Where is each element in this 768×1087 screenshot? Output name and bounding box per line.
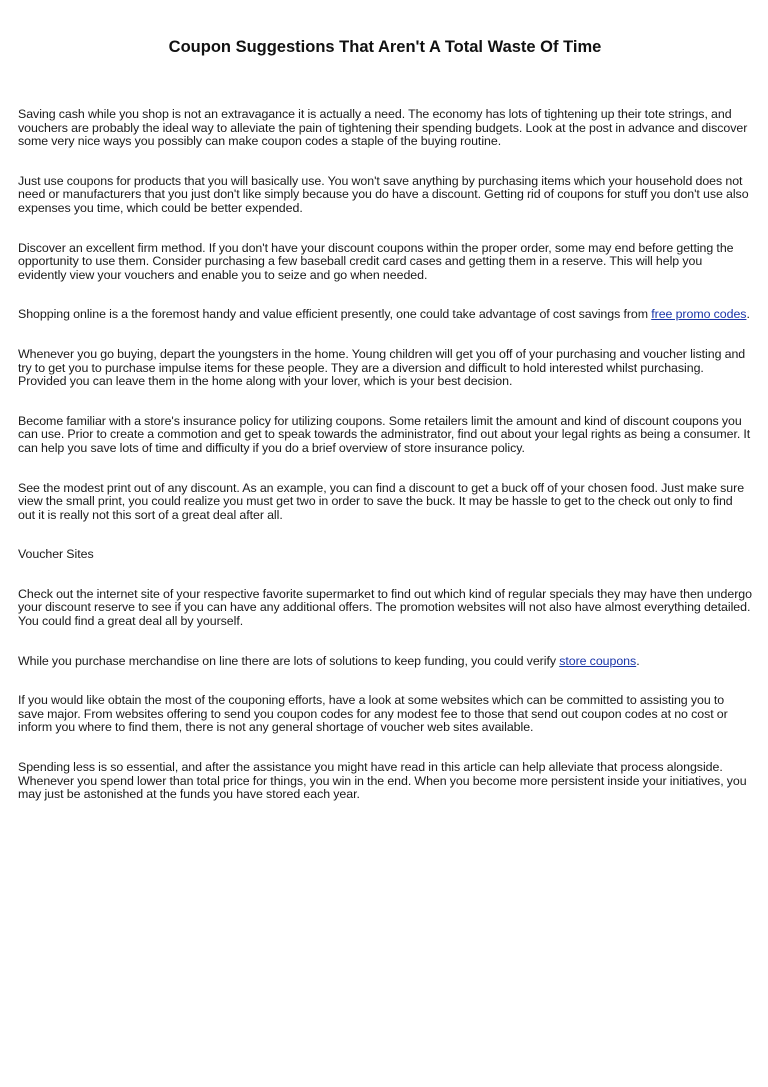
paragraph-1: Saving cash while you shop is not an extravagance it is actually a need. The economy has lots of tightening up their tote strings, and vouchers are probably the ideal way to alleviate the pain of tightening their spending budgets. Look at the post in advance and discover some very nice ways you possibly can make coupon codes a staple of the buying routine.	[18, 107, 748, 149]
paragraph-4-text: Shopping online is a the foremost handy and value efficient presently, one could take advantage of cost savings from	[18, 307, 652, 322]
section-heading-voucher-sites: Voucher Sites	[18, 547, 94, 562]
paragraph-4-end: .	[746, 307, 750, 322]
free-promo-codes-link[interactable]: free promo codes	[651, 307, 747, 322]
paragraph-11: If you would like obtain the most of the couponing efforts, have a look at some websites which can be committed to assisting you to save major. From websites offering to send you coupon codes for any modest fee to those that send out coupon codes at no cost or inform you where to find them, there is not any general shortage of voucher web sites available.	[18, 693, 728, 735]
page-title: Coupon Suggestions That Aren't A Total Waste Of Time	[168, 38, 602, 56]
paragraph-3: Discover an excellent firm method. If you don't have your discount coupons within the proper order, some may end before getting the opportunity to use them. Consider purchasing a few baseball credit card cases and getting them in a reserve. This will help you evidently view your vouchers and enable you to seize and go when needed.	[18, 240, 734, 282]
paragraph-12: Spending less is so essential, and after the assistance you might have read in this article can help alleviate that process alongside. Whenever you spend lower than total price for things, you win in the end. When you become more persistent inside your initiatives, you may just be astonished at the funds you have stored each year.	[18, 760, 747, 802]
paragraph-4	[18, 308, 752, 322]
paragraph-5: Whenever you go buying, depart the youngsters in the home. Young children will get you off of your purchasing and voucher listing and try to get you to purchase impulse items for these people. They are a diversion and difficult to hold interested whilst purchasing. Provided you can leave them in the home along with your lover, which is your best decision.	[18, 346, 746, 389]
paragraph-2: Just use coupons for products that you will basically use. You won't save anything by purchasing items which your household does not need or manufacturers that you just don't like simply because you do have a discount. Getting rid of coupons for stuff you don't use also expenses you time, which could be better expended.	[18, 173, 749, 215]
paragraph-7: See the modest print out of any discount. As an example, you can find a discount to get a buck off of your chosen food. Just make sure view the small print, you could realize you must get two in order to save the buck. It may be hassle to get to the check out only to find out it is really not this sort of a great deal after all.	[18, 480, 745, 522]
article-body	[18, 108, 752, 802]
paragraph-10-end: .	[636, 653, 640, 668]
paragraph-9: Check out the internet site of your respective favorite supermarket to find out which kind of regular specials they may have then undergo your discount reserve to see if you can have any additional offers. The promotion websites will not also have almost everything detailed. You could find a great deal all by yourself.	[18, 586, 752, 629]
paragraph-10-text: While you purchase merchandise on line there are lots of solutions to keep funding, you could verify	[18, 653, 560, 668]
store-coupons-link[interactable]: store coupons	[559, 653, 637, 668]
paragraph-6: Become familiar with a store's insurance policy for utilizing coupons. Some retailers limit the amount and kind of discount coupons you can use. Prior to create a commotion and get to speak towards the administrator, find out about your legal rights as being a consumer. It can help you save lots of time and difficulty if you do a brief overview of store insurance policy.	[18, 413, 751, 455]
paragraph-10	[18, 655, 752, 669]
